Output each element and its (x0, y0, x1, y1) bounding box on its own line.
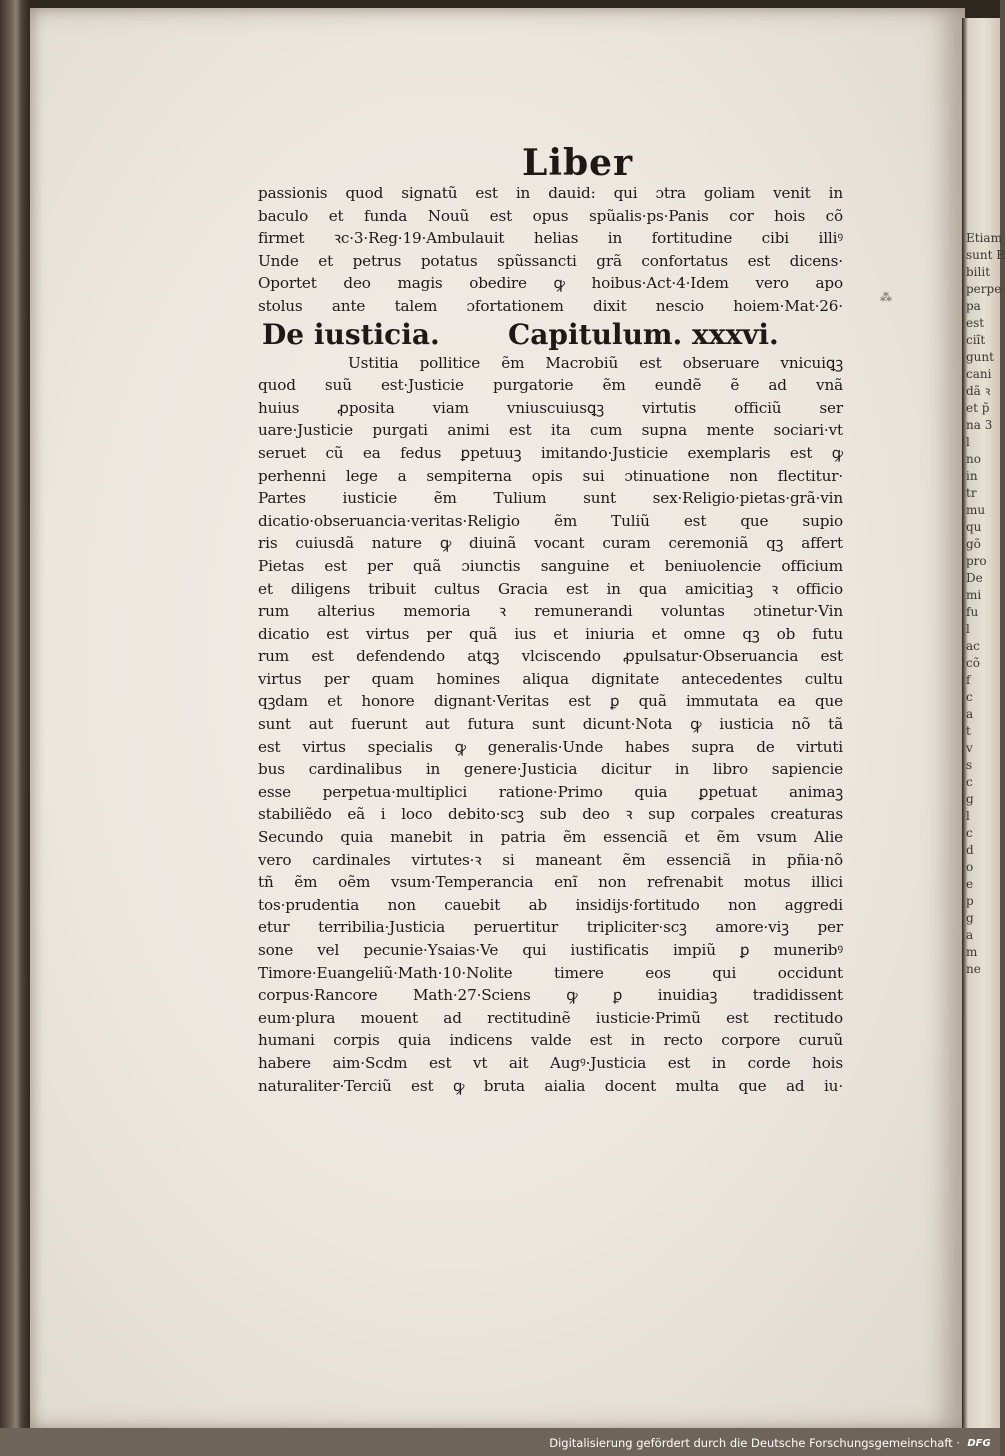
facing-page-fragment: ciĩt (966, 333, 986, 347)
text-line: tñ ẽm oẽm vsum·Temperancia enĩ non refrenabit motus illici (258, 873, 843, 892)
text-line: qꝫdam et honore dignant·Veritas est ꝑ quã immutata ea que (258, 692, 843, 711)
chapter-heading (258, 318, 843, 352)
facing-page-fragment: o (966, 860, 974, 874)
margin-mark: ⁂ (880, 290, 892, 304)
facing-page-fragment: c (966, 690, 973, 704)
facing-page-fragment: ne (966, 962, 981, 976)
text-line: humani corpis quia indicens valde est in recto corpore curuũ (258, 1031, 843, 1050)
facing-page-fragment: p (966, 894, 974, 908)
facing-page-fragment: est (966, 316, 985, 330)
text-line: sone vel pecunie·Ysaias·Ve qui iustificatis impiũ ꝑ muneribꝰ (258, 941, 843, 959)
facing-page-fragment: l (966, 809, 970, 823)
facing-page-fragment: l (966, 435, 970, 449)
facing-page-fragment: a (966, 707, 974, 721)
main-text-column (258, 182, 843, 1097)
facing-page-fragment: pro (966, 554, 987, 568)
text-lines-after-chapter (258, 352, 843, 1098)
text-line: perhenni lege a sempiterna opis sui ɔtinuatione non flectitur· (258, 466, 843, 485)
text-line: Unde et petrus potatus spũssancti grã confortatus est dicens· (258, 251, 843, 270)
facing-page-fragment: cani (966, 367, 992, 381)
facing-page-fragment: c (966, 775, 973, 789)
text-line: Partes iusticie ẽm Tulium sunt sex·Religio·pietas·grã·vin (258, 489, 843, 508)
text-line: esse perpetua·multiplici ratione·Primo quia ꝑpetuat animaꝫ (258, 782, 843, 801)
facing-page-fragment: f (966, 673, 971, 687)
facing-page-fragment: s (966, 758, 973, 772)
facing-page-text (966, 230, 1005, 1050)
facing-page-fragment: bilit (966, 265, 991, 279)
facing-page-fragment: g (966, 911, 974, 925)
text-line: vero cardinales virtutes·ꝛ si maneant ẽm essenciã in pñia·nõ (258, 850, 843, 869)
facing-page-fragment: t (966, 724, 971, 738)
text-line: quod suũ est·Justicie purgatorie ẽm eundẽ ẽ ad vnã (258, 376, 843, 395)
facing-page-fragment: c (966, 826, 973, 840)
facing-page-fragment: v (966, 741, 973, 755)
facing-page-fragment: g (966, 792, 974, 806)
facing-page-fragment: tr (966, 486, 977, 500)
facing-page-fragment: dã ꝛ (966, 384, 991, 398)
text-line: Secundo quia manebit in patria ẽm essenciã et ẽm vsum Alie (258, 828, 843, 847)
text-line: bus cardinalibus in genere·Justicia dicitur in libro sapiencie (258, 760, 843, 779)
facing-page-fragment: pa (966, 299, 981, 313)
facing-page-fragment: gunt (966, 350, 994, 364)
facing-page-fragment: e (966, 877, 974, 891)
funding-credit: Digitalisierung gefördert durch die Deutsche Forschungsgemeinschaft · (549, 1436, 960, 1450)
text-line: uare·Justicie purgati animi est ita cum supna mente sociari·vt (258, 421, 843, 440)
chapter-label: Capitulum. xxxvi. (508, 317, 779, 351)
text-line: corpus·Rancore Math·27·Sciens ꝙ ꝑ inuidiaꝫ tradidissent (258, 986, 843, 1005)
text-line: baculo et funda Nouũ est opus spũalis·ps·Panis cor hois cõ (258, 206, 843, 225)
text-line: Timore·Euangeliũ·Math·10·Nolite timere eos qui occidunt (258, 963, 843, 982)
text-line: etur terribilia·Justicia peruertitur tripliciter·scꝫ amore·viꝫ per (258, 918, 843, 937)
facing-page-fragment: et p̃ (966, 401, 990, 415)
facing-page-fragment: qu (966, 520, 982, 534)
facing-page-fragment: cõ (966, 656, 980, 670)
text-line: virtus per quam homines aliqua dignitate antecedentes cultu (258, 669, 843, 688)
text-line: firmet ꝛc·3·Reg·19·Ambulauit helias in fortitudine cibi illiꝰ (258, 229, 843, 248)
text-line: eum·plura mouent ad rectitudinẽ iusticie·Primũ est rectitudo (258, 1008, 843, 1027)
dfg-logo: DFG (967, 1438, 991, 1449)
facing-page-fragment: no (966, 452, 981, 466)
text-line: est virtus specialis ꝙ generalis·Unde habes supra de virtuti (258, 737, 843, 756)
text-line: dicatio est virtus per quã ius et iniuria et omne qꝫ ob futu (258, 624, 843, 643)
running-head: Liber (522, 142, 634, 184)
text-line: sunt aut fuerunt aut futura sunt dicunt·Nota ꝙ iusticia nõ tã (258, 715, 843, 734)
text-line: Oportet deo magis obedire ꝙ hoibus·Act·4·Idem vero apo (258, 274, 843, 293)
text-line: et diligens tribuit cultus Gracia est in qua amicitiaꝫ ꝛ officio (258, 579, 843, 598)
text-line: dicatio·obseruancia·veritas·Religio ẽm Tuliũ est que supio (258, 511, 843, 530)
facing-page-fragment: in (966, 469, 978, 483)
text-line: Pietas est per quã ɔiunctis sanguine et beniuolencie officium (258, 556, 843, 575)
text-line: passionis quod signatũ est in dauid: qui ɔtra goliam venit in (258, 184, 843, 202)
chapter-title: De iusticia. (262, 317, 440, 351)
facing-page-fragment: fu (966, 605, 979, 619)
facing-page-fragment: mu (966, 503, 986, 517)
facing-page-fragment: d (966, 843, 974, 857)
text-line: rum alterius memoria ꝛ remunerandi voluntas ɔtinetur·Vin (258, 602, 843, 621)
text-line: habere aim·Scdm est vt ait Augꝰ·Justicia est in corde hois (258, 1053, 843, 1072)
facing-page-fragment: gõ (966, 537, 981, 551)
text-line: huius ꝓposita viam vniuscuiusꝗꝫ virtutis officiũ ser (258, 398, 843, 417)
facing-page-fragment: sunt E (966, 248, 1005, 262)
text-line: stolus ante talem ɔfortationem dixit nescio hoiem·Mat·26· (258, 296, 843, 315)
text-line: tos·prudentia non cauebit ab insidijs·fortitudo non aggredi (258, 895, 843, 914)
facing-page-fragment: m (966, 945, 978, 959)
facing-page-fragment: mi (966, 588, 982, 602)
facing-page-fragment: perpe (966, 282, 1002, 296)
text-line: naturaliter·Terciũ est ꝙ bruta aialia docent multa que ad iu· (258, 1076, 843, 1095)
footer-bar (0, 1428, 1000, 1456)
text-line: ris cuiusdã nature ꝙ diuinã vocant curam ceremoniã qꝫ affert (258, 534, 843, 553)
facing-page-fragment: Etiam (966, 231, 1002, 245)
facing-page-fragment: l (966, 622, 970, 636)
facing-page-fragment: a (966, 928, 974, 942)
text-lines-before-chapter (258, 182, 843, 318)
text-line: stabiliẽdo eã i loco debito·scꝫ sub deo ꝛ sup corpales creaturas (258, 805, 843, 824)
text-line: seruet cũ ea fedus ꝑpetuuꝫ imitando·Justicie exemplaris est ꝙ (258, 443, 843, 462)
facing-page-fragment: na 3 (966, 418, 993, 432)
text-line: rum est defendendo atꝗꝫ vlciscendo ꝓpulsatur·Obseruancia est (258, 647, 843, 666)
facing-page-fragment: ac (966, 639, 980, 653)
text-line: Ustitia pollitice ẽm Macrobiũ est obseruare vnicuiꝗꝫ (348, 353, 843, 372)
facing-page-fragment: De (966, 571, 983, 585)
